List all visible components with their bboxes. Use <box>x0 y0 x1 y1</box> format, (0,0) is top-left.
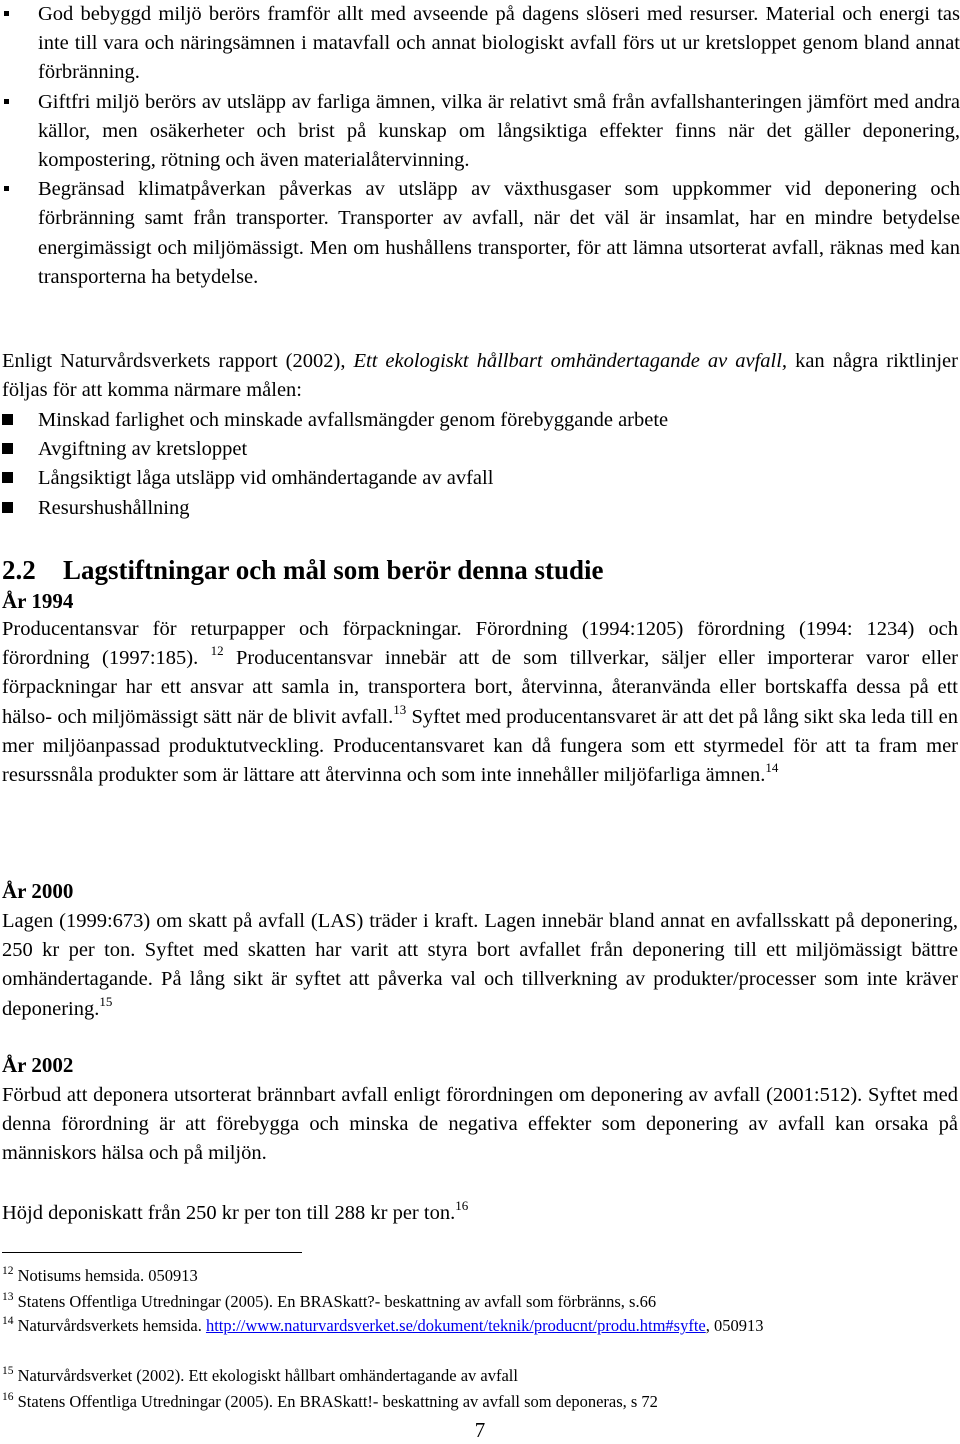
list-item: Minskad farlighet och minskade avfallsmängder genom förebyggande arbete <box>0 406 960 435</box>
section-number: 2.2 <box>2 555 36 585</box>
intro-text: Enligt Naturvårdsverkets rapport (2002), <box>2 350 354 372</box>
footnote-text: Notisums hemsida. 050913 <box>13 1266 198 1285</box>
footnote-15 <box>2 1364 952 1388</box>
intro-paragraph <box>2 347 958 405</box>
footnote-ref-14: 14 <box>765 760 779 776</box>
footnote-separator <box>2 1252 302 1253</box>
footnote-ref-15: 15 <box>99 993 113 1009</box>
footnote-12 <box>2 1264 952 1288</box>
environment-goals-list <box>0 0 960 292</box>
paragraph-text: Syftet med producentansvaret är att det på lång sikt ska leda till en mer miljöanpassad produktutveckling. Producentansvaret kan då fungera som ett styrmedel för att ta fram mer resurssnåla produkter som är lättare att återvinna och som inte innehåller miljöfarliga ämnen. <box>2 705 958 787</box>
paragraph-text: Lagen (1999:673) om skatt på avfall (LAS) träder i kraft. Lagen innebär bland annat en avfallsskatt på deponering, 250 kr per ton. Syftet med skatten har varit att styra bort avfallet från deponering till ett miljömässigt bättre omhändertagande. På lång sikt är syftet att påverka val och tillverkning av produkter/processer som inte kräver deponering. <box>2 910 958 1020</box>
footnote-text: Statens Offentliga Utredningar (2005). En BRASkatt?- beskattning av avfall som förbränns, s.66 <box>13 1292 657 1311</box>
list-item: Resurshushållning <box>0 494 960 523</box>
footnote-number: 13 <box>2 1291 14 1303</box>
raised-tax-line <box>2 1199 958 1228</box>
footnote-link[interactable]: http://www.naturvardsverket.se/dokument/teknik/producnt/produ.htm#syfte <box>205 1316 706 1335</box>
footnote-text: Naturvårdsverkets hemsida. <box>13 1316 206 1335</box>
paragraph-text: Höjd deponiskatt från 250 kr per ton till 288 kr per ton. <box>2 1202 456 1224</box>
year-2002-paragraph: Förbud att deponera utsorterat brännbart avfall enligt förordningen om deponering av avfall (2001:512). Syftet med denna förordning är att förebygga och minska de negativa effekter som deponering av avfall kan orsaka på människors hälsa och på miljön. <box>2 1084 958 1165</box>
report-title: Ett ekologiskt hållbart omhändertagande av avfall, <box>353 350 788 372</box>
footnote-16 <box>2 1390 952 1414</box>
footnote-ref-12: 12 <box>210 643 224 659</box>
footnote-ref-13: 13 <box>393 701 407 717</box>
footnote-14 <box>2 1314 952 1338</box>
list-item: Begränsad klimatpåverkan påverkas av utsläpp av växthusgaser som uppkommer vid deponering och förbränning samt från transporter. Transporter av avfall, när det väl är insamlat, har en mindre betydelse energimässigt och miljömässigt. Men om hushållens transporter, för att lämna utsorterat avfall, räknas med kan transporterna ha betydelse. <box>0 175 960 292</box>
footnote-number: 12 <box>2 1265 14 1277</box>
year-2002-heading: År 2002 <box>2 1053 74 1077</box>
footnote-text: Statens Offentliga Utredningar (2005). En BRASkatt!- beskattning av avfall som deponeras, s 72 <box>13 1392 658 1411</box>
footnote-number: 14 <box>2 1315 14 1327</box>
paragraph-text: Producentansvar innebär att de som tillverkar, säljer eller importerar varor eller förpackningar har ett ansvar att samla in, transportera bort, återvinna, återanvända eller bortskaffa dessa på ett hälso- och miljömässigt sätt när de blivit avfall. <box>2 647 958 728</box>
footnote-text: , 050913 <box>705 1316 764 1335</box>
list-item: Långsiktigt låga utsläpp vid omhändertagande av avfall <box>0 464 960 493</box>
list-item: Avgiftning av kretsloppet <box>0 435 960 464</box>
guidelines-list <box>0 406 960 523</box>
intro-text-end: kan några riktlinjer följas för att komma närmare målen: <box>2 350 958 402</box>
list-item: Giftfri miljö berörs av utsläpp av farliga ämnen, vilka är relativt små från avfallshanteringen jämfört med andra källor, men osäkerheter och brist på kunskap om långsiktiga effekter finns när det gäller deponering, kompostering, rötning och även materialåtervinning. <box>0 88 960 176</box>
paragraph-text: Producentansvar för returpapper och förpackningar. Förordning (1994:1205) förordning (1994: 1234) och förordning (1997:185). <box>2 618 958 670</box>
section-heading <box>2 554 604 586</box>
footnote-ref-16: 16 <box>455 1198 469 1213</box>
list-item: God bebyggd miljö berörs framför allt med avseende på dagens slöseri med resurser. Material och energi tas inte till vara och näringsämnen i matavfall och annat biologiskt avfall förs ut ur kretsloppet genom bland annat förbränning. <box>0 0 960 88</box>
footnote-text: Naturvårdsverket (2002). Ett ekologiskt hållbart omhändertagande av avfall <box>13 1366 518 1385</box>
year-1994-paragraph <box>2 615 958 790</box>
page-number: 7 <box>474 1418 486 1442</box>
year-2000-paragraph <box>2 907 958 1024</box>
footnote-number: 16 <box>2 1391 14 1403</box>
section-title: Lagstiftningar och mål som berör denna studie <box>63 555 604 585</box>
footnote-number: 15 <box>2 1365 14 1377</box>
year-1994-heading: År 1994 <box>2 589 74 613</box>
year-2000-heading: År 2000 <box>2 879 74 903</box>
footnote-13 <box>2 1290 952 1314</box>
